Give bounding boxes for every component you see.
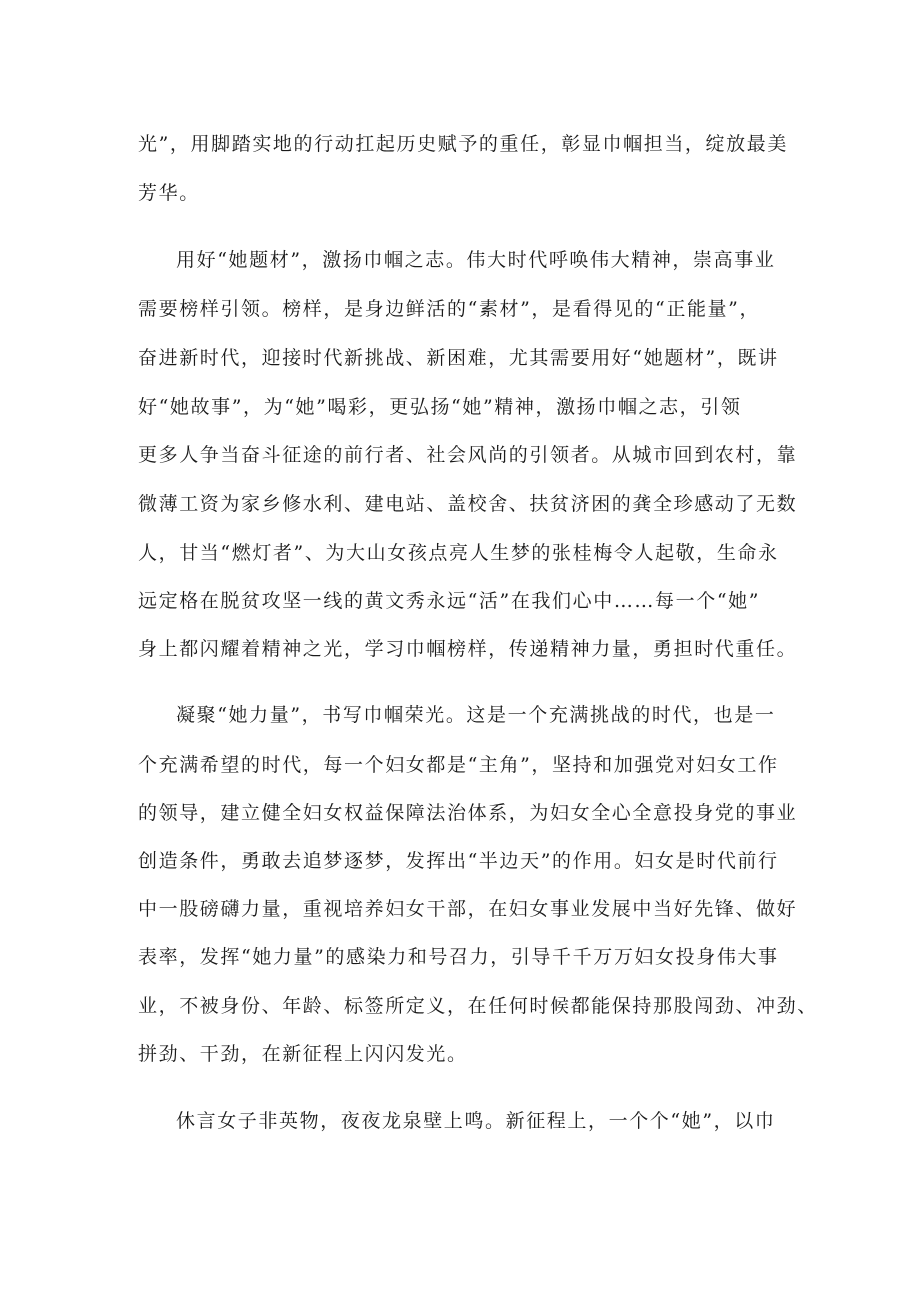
text-line: 好“她故事”，为“她”喝彩，更弘扬“她”精神，激扬巾帼之志，引领 [138, 396, 742, 418]
text-line: 人，甘当“燃灯者”、为大山女孩点亮人生梦的张桂梅令人起敬，生命永 [138, 542, 779, 564]
text-line: 业，不被身份、年龄、标签所定义，在任何时候都能保持那股闯劲、冲劲、 [138, 995, 818, 1017]
text-line: 光”，用脚踏实地的行动扛起历史赋予的重任，彰显巾帼担当，绽放最美 [138, 133, 788, 155]
text-line: 奋进新时代，迎接时代新挑战、新困难，尤其需要用好“她题材”，既讲 [138, 347, 779, 369]
paragraph-first-line: 凝聚“她力量”，书写巾帼荣光。这是一个充满挑战的时代，也是一 [176, 704, 776, 726]
text-line: 身上都闪耀着精神之光，学习巾帼榜样，传递精神力量，勇担时代重任。 [138, 638, 798, 660]
text-line: 需要榜样引领。榜样，是身边鲜活的“素材”，是看得见的“正能量”， [138, 298, 761, 320]
text-line: 更多人争当奋斗征途的前行者、社会风尚的引领者。从城市回到农村，靠 [138, 444, 798, 466]
text-line: 表率，发挥“她力量”的感染力和号召力，引导千千万万妇女投身伟大事 [138, 946, 779, 968]
text-line: 芳华。 [138, 182, 200, 204]
text-line: 拼劲、干劲，在新征程上闪闪发光。 [138, 1043, 468, 1065]
paragraph-first-line: 休言女子非英物，夜夜龙泉壁上鸣。新征程上，一个个“她”，以巾 [176, 1110, 776, 1132]
paragraph-first-line: 用好“她题材”，激扬巾帼之志。伟大时代呼唤伟大精神，崇高事业 [176, 249, 776, 271]
text-line: 远定格在脱贫攻坚一线的黄文秀永远“活”在我们心中……每一个“她” [138, 590, 761, 612]
text-line: 中一股磅礴力量，重视培养妇女干部，在妇女事业发展中当好先锋、做好 [138, 898, 798, 920]
text-line: 的领导，建立健全妇女权益保障法治体系，为妇女全心全意投身党的事业 [138, 802, 798, 824]
text-line: 微薄工资为家乡修水利、建电站、盖校舍、扶贫济困的龚全珍感动了无数 [138, 493, 798, 515]
text-line: 个充满希望的时代，每一个妇女都是“主角”，坚持和加强党对妇女工作 [138, 754, 779, 776]
text-line: 创造条件，勇敢去追梦逐梦，发挥出“半边天”的作用。妇女是时代前行 [138, 850, 779, 872]
